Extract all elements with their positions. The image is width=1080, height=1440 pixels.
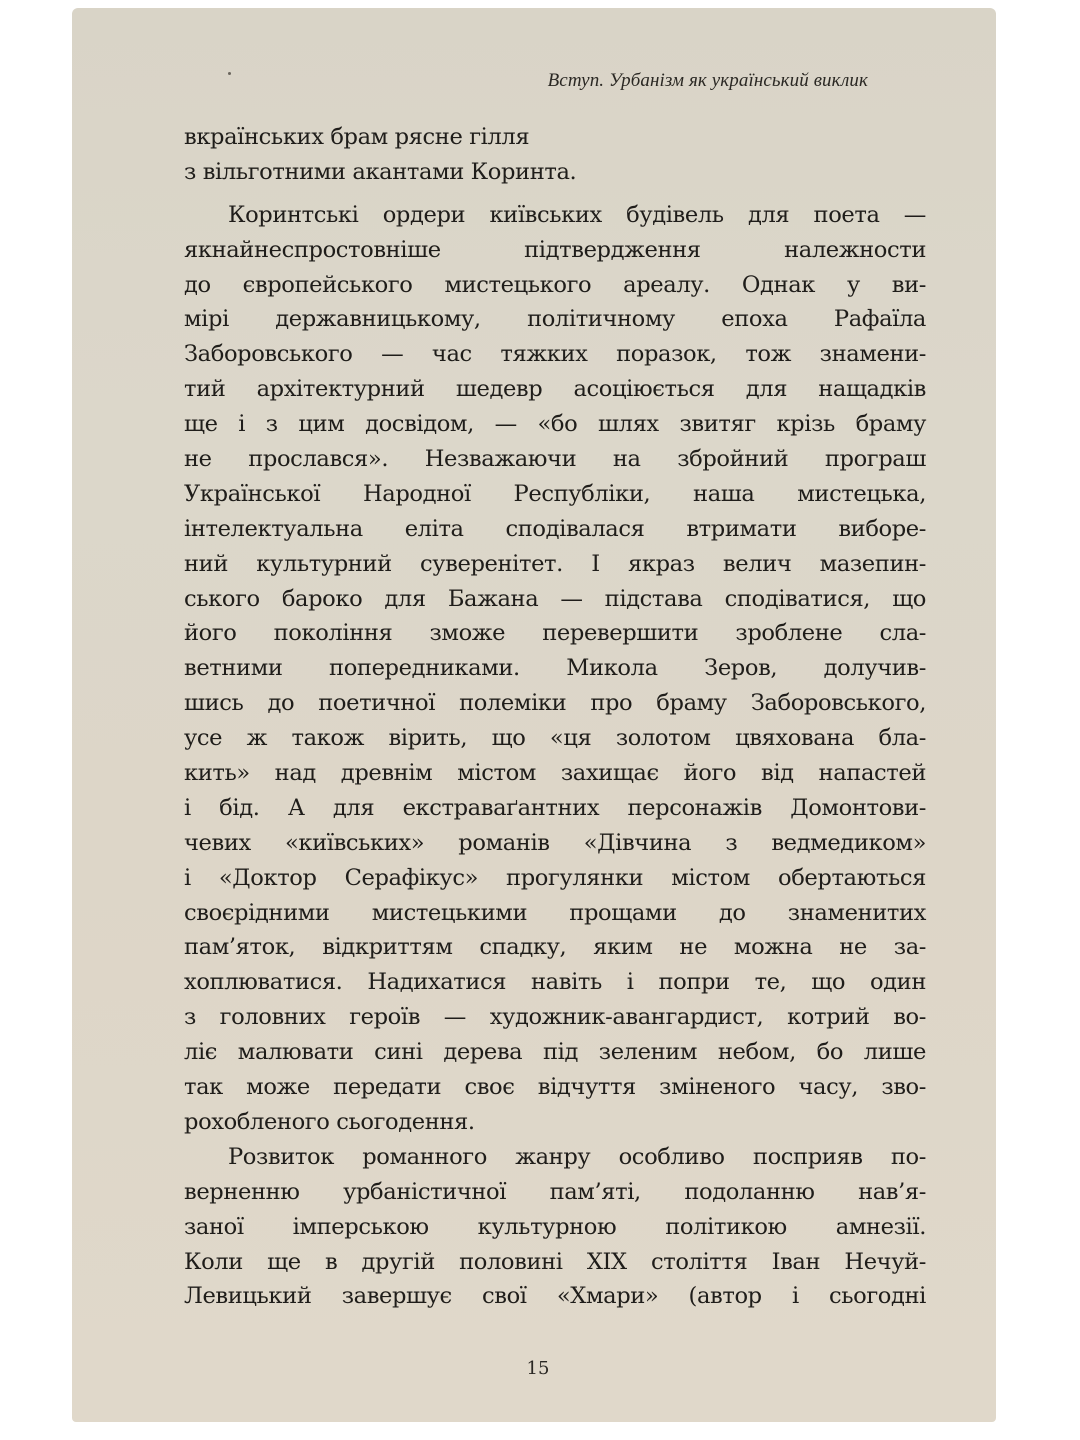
text-line: не прослався». Незважаючи на збройний програш: [184, 446, 926, 473]
text-line: пам’яток, відкриттям спадку, яким не можна не за-: [184, 934, 926, 961]
text-line: Левицький завершує свої «Хмари» (автор і сьогодні: [184, 1283, 926, 1310]
text-line: ліє малювати сині дерева під зеленим небом, бо лише: [184, 1039, 926, 1066]
paragraph-1: [184, 198, 926, 1140]
book-page: [72, 8, 996, 1422]
paragraph-2: [184, 1140, 926, 1314]
text-line: ветними попередниками. Микола Зеров, долучив-: [184, 655, 926, 682]
verse-line: з вільготними акантами Коринта.: [184, 158, 577, 185]
text-line: Коли ще в другій половині XIX століття Іван Нечуй-: [184, 1248, 926, 1275]
running-head-dot: [228, 72, 231, 75]
body-text: [184, 120, 926, 1314]
text-line: його покоління зможе перевершити зроблене сла-: [184, 620, 926, 647]
text-line: тий архітектурний шедевр асоціюється для нащадків: [184, 376, 926, 403]
text-line: і бід. А для екстраваґантних персонажів Домонтови-: [184, 794, 926, 821]
running-head: Вступ. Урбанізм як український виклик: [547, 70, 868, 91]
text-line: ського бароко для Бажана — підстава сподіватися, що: [184, 585, 926, 612]
text-line: якнайнеспростовніше підтвердження належности: [184, 236, 926, 263]
verse-line: вкраїнських брам рясне гілля: [184, 124, 530, 150]
text-line: усе ж також вірить, що «ця золотом цвяхована бла-: [184, 725, 926, 752]
text-line: Заборовського — час тяжких поразок, тож знамени-: [184, 341, 926, 368]
page-number: 15: [526, 1358, 550, 1379]
text-line: Української Народної Республіки, наша мистецька,: [184, 480, 926, 507]
text-line: Коринтські ордери київських будівель для поета —: [228, 201, 926, 228]
text-line: хоплюватися. Надихатися навіть і попри те, що один: [184, 969, 926, 996]
text-line: ний культурний суверенітет. І якраз велич мазепин-: [184, 550, 926, 577]
text-line: ще і з цим досвідом, — «бо шлях звитяг крізь браму: [184, 411, 926, 438]
text-line: так може передати своє відчуття зміненого часу, зво-: [184, 1074, 926, 1101]
text-line: верненню урбаністичної пам’яті, подоланню нав’я-: [184, 1178, 926, 1205]
text-line: чевих «київських» романів «Дівчина з ведмедиком»: [184, 829, 926, 856]
verse-quote: [184, 120, 926, 190]
text-line: кить» над древнім містом захищає його від напастей: [184, 760, 926, 787]
text-line: і «Доктор Серафікус» прогулянки містом обертаються: [184, 864, 926, 891]
text-line: до європейського мистецького ареалу. Однак у ви-: [184, 271, 926, 298]
text-line: заної імперською культурною політикою амнезії.: [184, 1213, 926, 1240]
text-line: рохобленого сьогодення.: [184, 1108, 475, 1135]
text-line: мірі державницькому, політичному епоха Рафаїла: [184, 306, 926, 333]
text-line: своєрідними мистецькими прощами до знаменитих: [184, 899, 926, 926]
text-line: Розвиток романного жанру особливо посприяв по-: [228, 1143, 926, 1170]
text-line: шись до поетичної полеміки про браму Заборовського,: [184, 690, 926, 717]
text-line: інтелектуальна еліта сподівалася втримати виборе-: [184, 515, 926, 542]
text-line: з головних героїв — художник-авангардист, котрий во-: [184, 1004, 926, 1031]
